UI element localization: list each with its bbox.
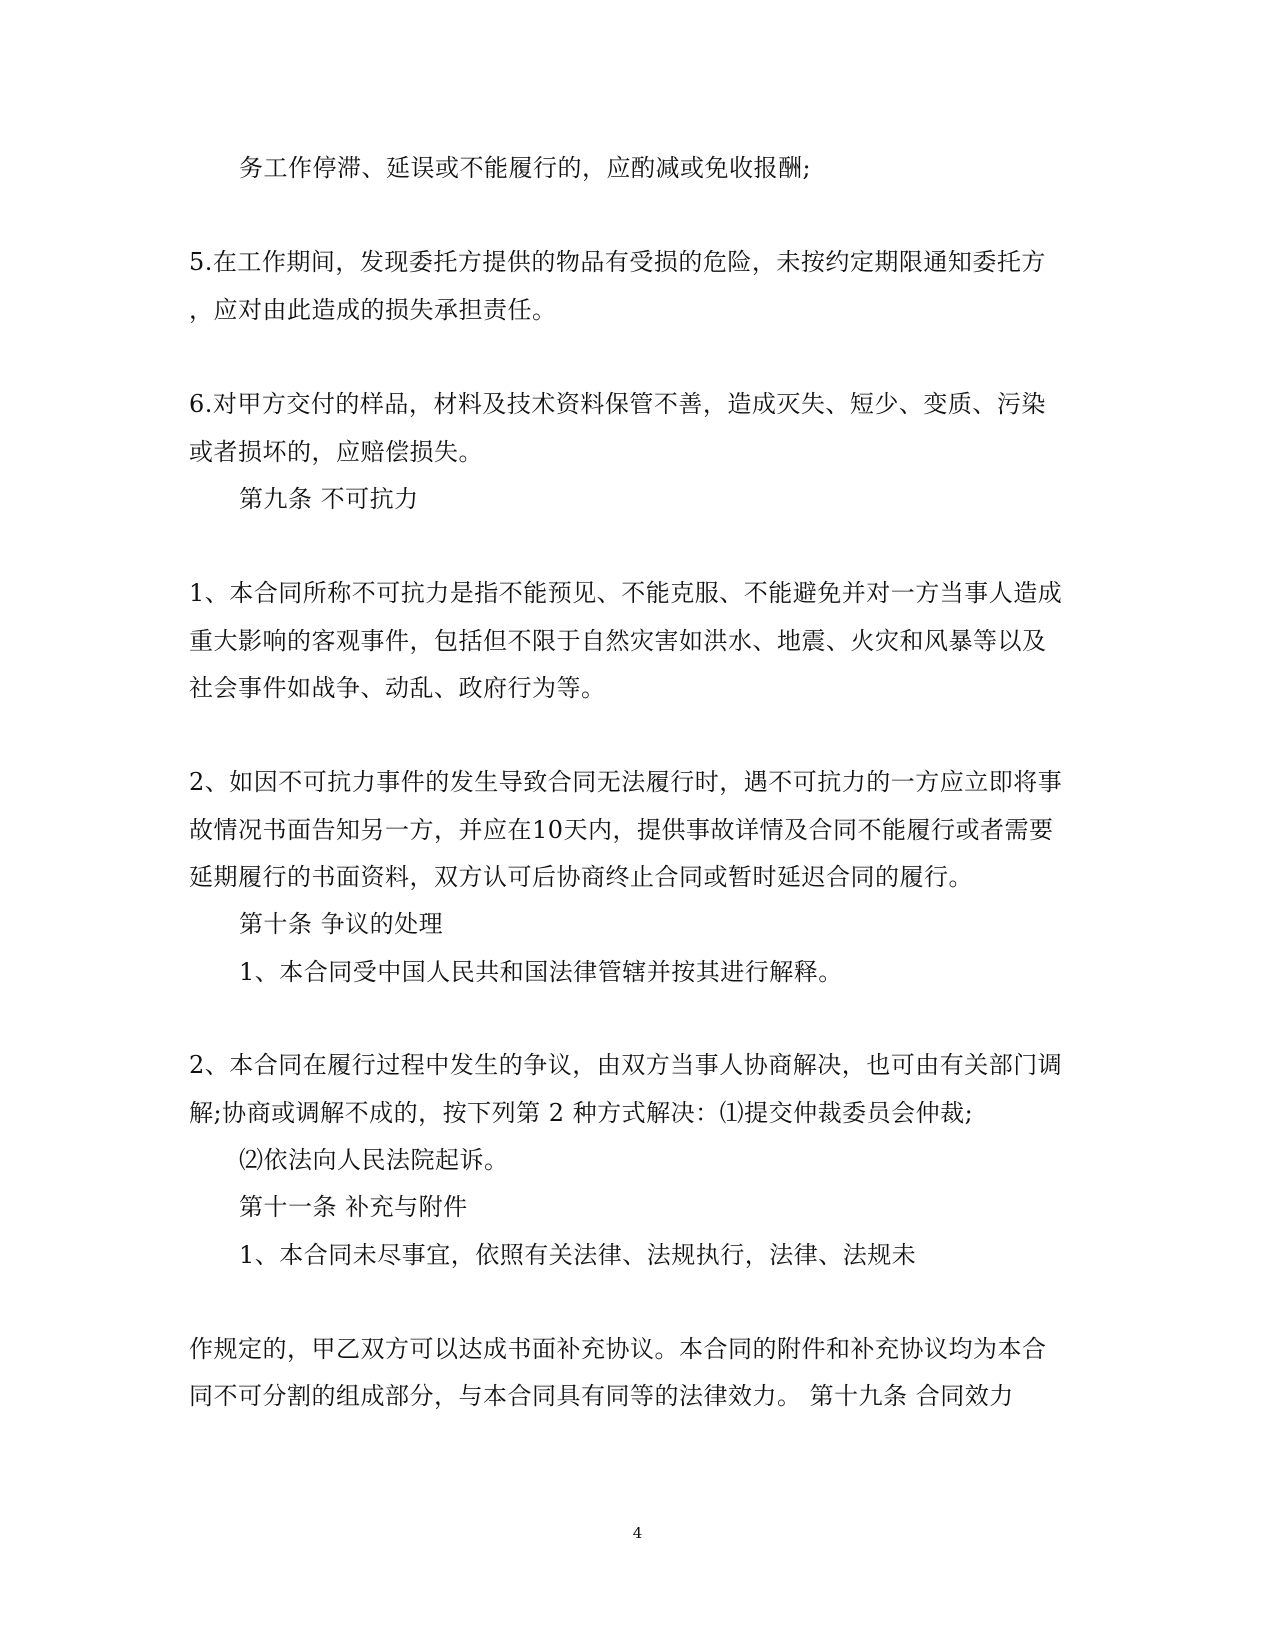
text-line: 2、本合同在履行过程中发生的争议，由双方当事人协商解决，也可由有关部门调 bbox=[189, 1051, 1063, 1079]
text-line: ，应对由此造成的损失承担责任。 bbox=[189, 296, 557, 324]
text-line: 社会事件如战争、动乱、政府行为等。 bbox=[189, 674, 606, 702]
text-line: 或者损坏的，应赔偿损失。 bbox=[189, 438, 483, 466]
page-number: 4 bbox=[632, 1524, 643, 1542]
section-heading: 第九条 不可抗力 bbox=[239, 485, 419, 513]
text-line: ⑵依法向人民法院起诉。 bbox=[239, 1146, 509, 1174]
text-line: 故情况书面告知另一方，并应在10天内，提供事故详情及合同不能履行或者需要 bbox=[189, 816, 1054, 844]
text-line: 同不可分割的组成部分，与本合同具有同等的法律效力。 第十九条 合同效力 bbox=[189, 1382, 1014, 1410]
section-heading: 第十条 争议的处理 bbox=[239, 910, 444, 938]
text-line: 作规定的，甲乙双方可以达成书面补充协议。本合同的附件和补充协议均为本合 bbox=[189, 1335, 1047, 1363]
text-line: 1、本合同所称不可抗力是指不能预见、不能克服、不能避免并对一方当事人造成 bbox=[189, 579, 1063, 607]
text-line: 2、如因不可抗力事件的发生导致合同无法履行时，遇不可抗力的一方应立即将事 bbox=[189, 768, 1063, 796]
text-line: 重大影响的客观事件，包括但不限于自然灾害如洪水、地震、火灾和风暴等以及 bbox=[189, 627, 1047, 655]
section-heading: 第十一条 补充与附件 bbox=[239, 1193, 468, 1221]
text-line: 解;协商或调解不成的，按下列第 2 种方式解决：⑴提交仲裁委员会仲裁; bbox=[189, 1099, 974, 1127]
text-line: 5.在工作期间，发现委托方提供的物品有受损的危险，未按约定期限通知委托方 bbox=[189, 248, 1046, 276]
text-line: 6.对甲方交付的样品，材料及技术资料保管不善，造成灭失、短少、变质、污染 bbox=[189, 390, 1046, 418]
text-line: 延期履行的书面资料，双方认可后协商终止合同或暂时延迟合同的履行。 bbox=[189, 863, 973, 891]
text-line: 1、本合同受中国人民共和国法律管辖并按其进行解释。 bbox=[239, 958, 843, 986]
text-line: 务工作停滞、延误或不能履行的，应酌减或免收报酬; bbox=[239, 154, 812, 182]
text-line: 1、本合同未尽事宜，依照有关法律、法规执行，法律、法规未 bbox=[239, 1241, 917, 1269]
